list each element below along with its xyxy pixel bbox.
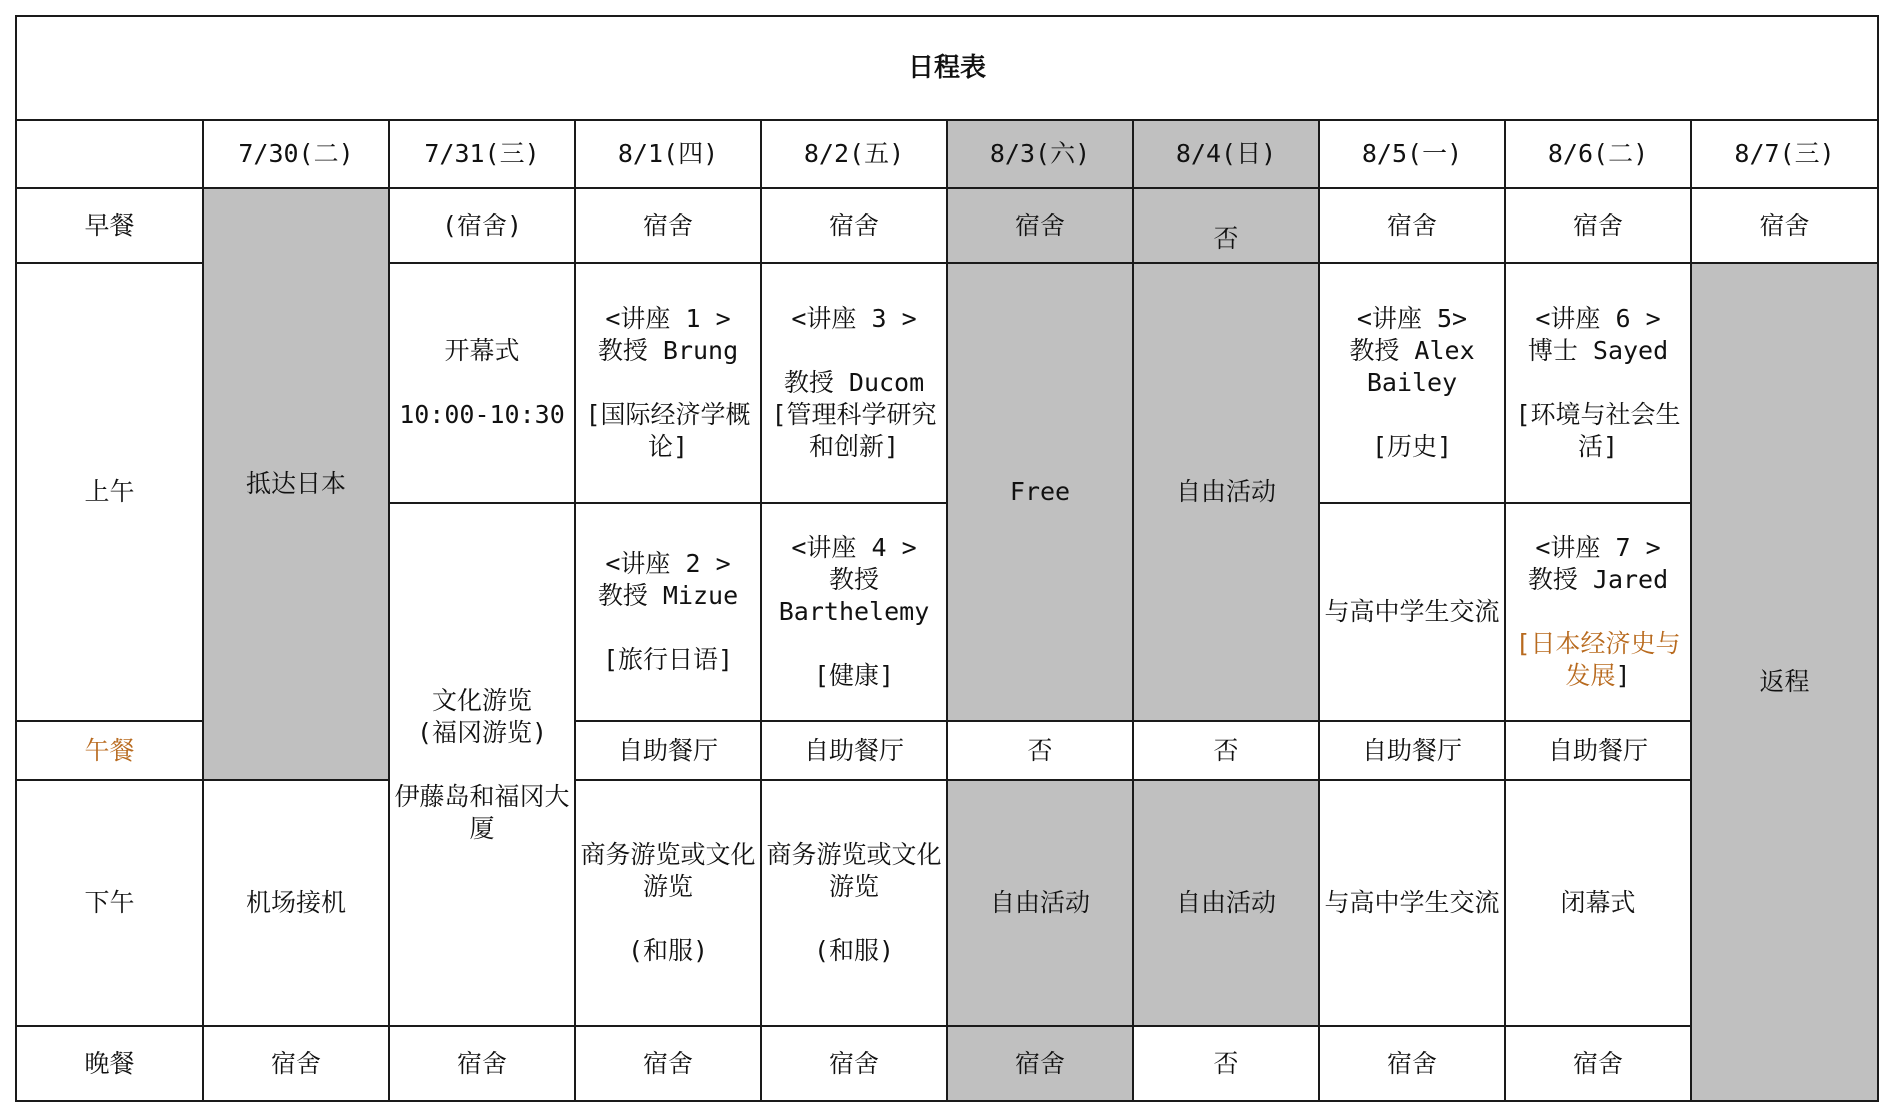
lecture-topic: [健康]	[813, 661, 895, 690]
lecture-teacher: 教授 Alex Bailey	[1349, 336, 1475, 397]
breakfast-cell: 宿舍	[947, 188, 1133, 263]
breakfast-cell: 宿舍	[575, 188, 761, 263]
business-tour-note: (和服)	[627, 936, 709, 965]
lecture-topic: [历史]	[1371, 432, 1453, 461]
hs-exchange-morning-cell: 与高中学生交流	[1319, 503, 1505, 721]
corner-cell	[16, 120, 203, 188]
day-header: 8/2(五)	[761, 120, 947, 188]
lecture-topic: [国际经济学概论]	[585, 400, 751, 461]
free-cell: Free	[947, 263, 1133, 721]
lecture-topic: [环境与社会生活]	[1515, 400, 1681, 461]
lecture-teacher: 博士 Sayed	[1527, 336, 1669, 365]
culture-tour-place: 伊藤岛和福冈大厦	[394, 781, 570, 843]
business-tour-name: 商务游览或文化游览	[766, 840, 942, 901]
lecture-3-cell	[761, 263, 947, 503]
lecture-topic	[1510, 628, 1686, 692]
hs-exchange-afternoon-cell: 与高中学生交流	[1319, 780, 1505, 1026]
breakfast-cell	[1133, 188, 1319, 263]
culture-tour-subtitle: (福冈游览)	[416, 717, 548, 747]
free-activity-cell: 自由活动	[1133, 263, 1319, 721]
free-activity-cell: 自由活动	[1133, 780, 1319, 1026]
lecture-title: <讲座 1 >	[605, 304, 731, 333]
lunch-cell: 自助餐厅	[575, 721, 761, 780]
lunch-cell: 自助餐厅	[1505, 721, 1691, 780]
breakfast-cell: (宿舍)	[389, 188, 575, 263]
opening-ceremony-cell	[389, 263, 575, 503]
schedule-table	[15, 15, 1879, 1102]
dinner-cell: 否	[1133, 1026, 1319, 1101]
lecture-title: <讲座 5>	[1356, 304, 1468, 333]
day-header: 8/3(六)	[947, 120, 1133, 188]
row-label-dinner: 晚餐	[16, 1026, 203, 1101]
dinner-cell: 宿舍	[947, 1026, 1133, 1101]
culture-tour-cell	[389, 503, 575, 1026]
free-activity-cell: 自由活动	[947, 780, 1133, 1026]
lunch-cell: 自助餐厅	[1319, 721, 1505, 780]
breakfast-cell: 宿舍	[761, 188, 947, 263]
opening-time: 10:00-10:30	[399, 400, 565, 429]
culture-tour-title: 文化游览	[431, 685, 532, 715]
day-header: 8/5(一)	[1319, 120, 1505, 188]
lecture-teacher: 教授 Ducom	[783, 368, 925, 397]
day-header: 8/7(三)	[1691, 120, 1878, 188]
arrive-japan-cell: 抵达日本	[203, 188, 389, 780]
day-header: 7/30(二)	[203, 120, 389, 188]
row-label-breakfast: 早餐	[16, 188, 203, 263]
lecture-7-cell	[1505, 503, 1691, 721]
business-tour-note: (和服)	[813, 936, 895, 965]
lecture-teacher: 教授 Jared	[1527, 565, 1669, 594]
lunch-cell: 否	[1133, 721, 1319, 780]
schedule-sheet	[15, 15, 1877, 1100]
row-label-morning: 上午	[16, 263, 203, 721]
lecture-1-cell	[575, 263, 761, 503]
day-header: 8/6(二)	[1505, 120, 1691, 188]
opening-name: 开幕式	[444, 336, 520, 365]
lecture-title: <讲座 2 >	[605, 549, 731, 578]
lecture-4-cell	[761, 503, 947, 721]
lecture-teacher: 教授 Brung	[597, 336, 739, 365]
lecture-topic: [管理科学研究和创新]	[771, 400, 937, 461]
business-tour-cell	[761, 780, 947, 1026]
dinner-cell: 宿舍	[575, 1026, 761, 1101]
closing-ceremony-cell: 闭幕式	[1505, 780, 1691, 1026]
return-trip-cell: 返程	[1691, 263, 1878, 1101]
lecture-topic-highlight: [日本经济史与发展	[1515, 629, 1681, 690]
lecture-5-cell	[1319, 263, 1505, 503]
dinner-cell: 宿舍	[761, 1026, 947, 1101]
lecture-topic-bracket: ]	[1615, 661, 1631, 690]
lecture-6-cell	[1505, 263, 1691, 503]
row-label-lunch: 午餐	[16, 721, 203, 780]
airport-pickup-cell: 机场接机	[203, 780, 389, 1026]
lunch-cell: 否	[947, 721, 1133, 780]
lecture-title: <讲座 4 >	[791, 533, 917, 562]
day-header: 7/31(三)	[389, 120, 575, 188]
row-label-afternoon: 下午	[16, 780, 203, 1026]
breakfast-cell: 宿舍	[1319, 188, 1505, 263]
dinner-cell: 宿舍	[1319, 1026, 1505, 1101]
breakfast-cell: 宿舍	[1505, 188, 1691, 263]
lecture-title: <讲座 3 >	[791, 304, 917, 333]
business-tour-name: 商务游览或文化游览	[580, 840, 756, 901]
business-tour-cell	[575, 780, 761, 1026]
day-header: 8/4(日)	[1133, 120, 1319, 188]
schedule-title: 日程表	[16, 16, 1878, 120]
lecture-topic: [旅行日语]	[602, 645, 734, 674]
dinner-cell: 宿舍	[203, 1026, 389, 1101]
lecture-title: <讲座 7 >	[1535, 533, 1661, 562]
lecture-teacher: 教授 Barthelemy	[778, 565, 930, 626]
lecture-title: <讲座 6 >	[1535, 304, 1661, 333]
dinner-cell: 宿舍	[1505, 1026, 1691, 1101]
breakfast-none-text: 否	[1213, 223, 1239, 253]
lunch-cell: 自助餐厅	[761, 721, 947, 780]
breakfast-cell: 宿舍	[1691, 188, 1878, 263]
dinner-cell: 宿舍	[389, 1026, 575, 1101]
day-header: 8/1(四)	[575, 120, 761, 188]
lecture-2-cell	[575, 503, 761, 721]
lecture-teacher: 教授 Mizue	[597, 581, 739, 610]
